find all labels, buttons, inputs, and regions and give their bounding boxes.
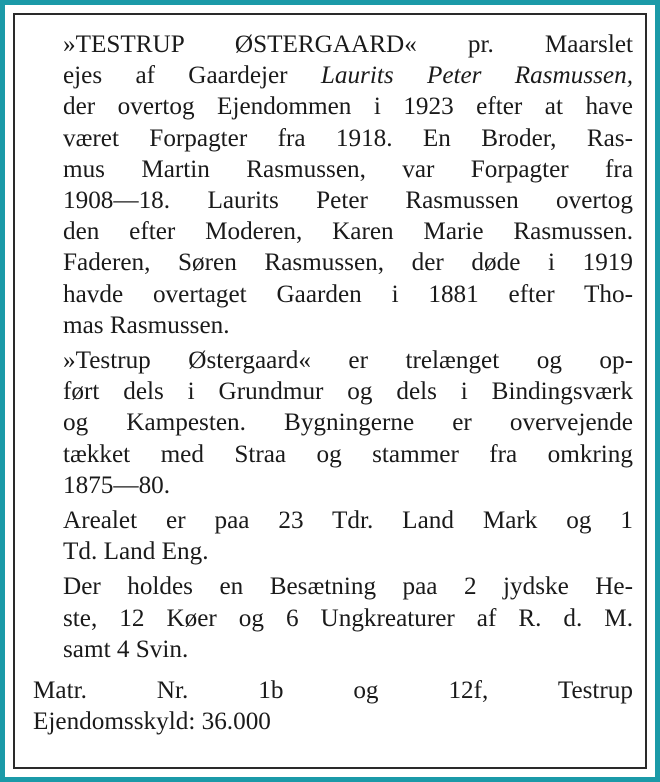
- text-segment: ejes af Gaardejer: [63, 62, 321, 90]
- text-line: [33, 91, 633, 122]
- text-segment: tækket med Straa og stammer fra omkring: [63, 440, 633, 468]
- paragraph-4: [33, 571, 633, 665]
- text-segment: der overtog Ejendommen i 1923 efter at have: [63, 93, 633, 121]
- text-segment: Faderen, Søren Rasmussen, der døde i 1919: [63, 249, 633, 277]
- paragraph-1: [33, 29, 633, 341]
- text-segment: Ejendomsskyld: 36.000: [33, 708, 271, 736]
- text-line: [33, 279, 633, 310]
- text-segment: mas Rasmussen.: [63, 311, 230, 339]
- text-line: [33, 603, 633, 634]
- text-segment: Matr. Nr. 1b og 12f, Testrup: [33, 677, 633, 705]
- text-line: [33, 60, 633, 91]
- text-segment: 1875—80.: [63, 471, 171, 499]
- text-line: [33, 675, 633, 706]
- text-line: [33, 247, 633, 278]
- text-segment: »TESTRUP ØSTERGAARD« pr. Maarslet: [63, 31, 633, 58]
- text-line: [33, 505, 633, 536]
- text-line: [33, 470, 633, 501]
- text-line: [33, 536, 633, 567]
- document-text: [33, 29, 633, 737]
- text-line: [33, 634, 633, 665]
- text-segment: mus Martin Rasmussen, var Forpagter fra: [63, 155, 633, 183]
- text-segment: ste, 12 Køer og 6 Ungkreaturer af R. d. M.: [63, 604, 633, 632]
- text-line: [33, 407, 633, 438]
- text-line: [33, 154, 633, 185]
- text-line: [33, 345, 633, 376]
- text-line: [33, 439, 633, 470]
- text-line: [33, 185, 633, 216]
- document-panel: [13, 13, 647, 769]
- text-line: [33, 29, 633, 60]
- italic-text-segment: Laurits Peter Rasmussen,: [320, 62, 634, 90]
- paragraph-3: [33, 505, 633, 567]
- text-line: [33, 123, 633, 154]
- text-segment: samt 4 Svin.: [63, 635, 189, 663]
- text-line: [33, 310, 633, 341]
- text-segment: Der holdes en Besætning paa 2 jydske He-: [63, 573, 633, 601]
- paragraph-5: [33, 675, 633, 737]
- paragraph-2: [33, 345, 633, 501]
- text-segment: havde overtaget Gaarden i 1881 efter Tho-: [63, 280, 633, 308]
- text-segment: den efter Moderen, Karen Marie Rasmussen.: [63, 218, 633, 246]
- text-segment: Arealet er paa 23 Tdr. Land Mark og 1: [63, 507, 633, 535]
- text-segment: og Kampesten. Bygningerne er overvejende: [63, 409, 633, 437]
- text-segment: Td. Land Eng.: [63, 538, 209, 566]
- text-line: [33, 376, 633, 407]
- text-segment: 1908—18. Laurits Peter Rasmussen overtog: [63, 187, 633, 215]
- text-segment: »Testrup Østergaard« er trelænget og op-: [63, 347, 633, 375]
- text-line: [33, 216, 633, 247]
- text-line: [33, 706, 633, 737]
- text-segment: ført dels i Grundmur og dels i Bindingsværk: [63, 378, 633, 406]
- text-line: [33, 571, 633, 602]
- text-segment: været Forpagter fra 1918. En Broder, Ras-: [63, 124, 633, 152]
